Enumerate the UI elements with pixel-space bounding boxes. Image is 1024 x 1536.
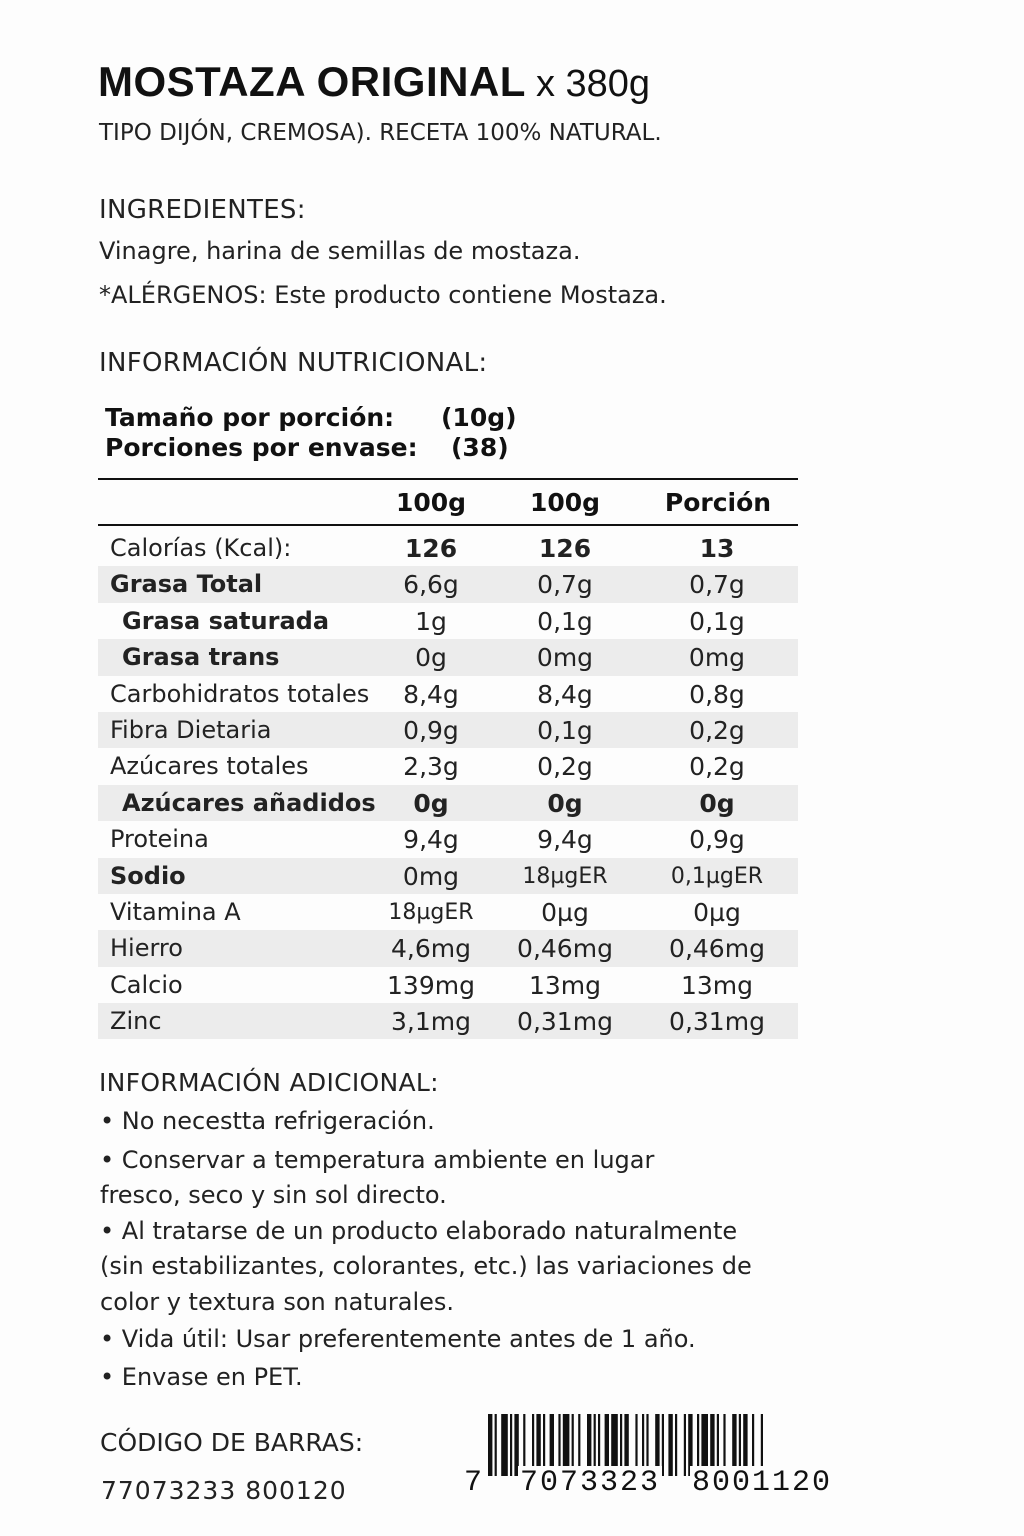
row-label: Azúcares añadidos bbox=[122, 788, 376, 817]
cell-value: 13mg bbox=[680, 970, 754, 1000]
additional-info-line: • Conservar a temperatura ambiente en lugar bbox=[100, 1146, 655, 1174]
row-label: Carbohidratos totales bbox=[110, 679, 370, 708]
cell-value: 9,4g bbox=[537, 825, 593, 855]
barcode-bar bbox=[495, 1414, 497, 1476]
table-row bbox=[98, 530, 798, 566]
row-label: Grasa Total bbox=[110, 570, 263, 599]
barcode-digit-group-right: 8001120 bbox=[692, 1466, 833, 1500]
cell-value: 0,31mg bbox=[517, 1007, 613, 1037]
table-row bbox=[98, 603, 798, 639]
table-row bbox=[98, 748, 798, 784]
row-label: Vitamina A bbox=[110, 897, 241, 926]
cell-value: 13 bbox=[699, 534, 735, 563]
additional-info-line: color y textura son naturales. bbox=[100, 1288, 455, 1316]
cell-value: 8,4g bbox=[537, 679, 593, 709]
row-label: Hierro bbox=[110, 934, 183, 963]
table-row bbox=[98, 967, 798, 1003]
barcode-digit-first: 7 bbox=[464, 1466, 485, 1500]
product-name: MOSTAZA ORIGINAL bbox=[98, 58, 526, 105]
cell-value: 0,1g bbox=[689, 606, 745, 636]
additional-info-heading: INFORMACIÓN ADICIONAL: bbox=[99, 1068, 439, 1097]
cell-value: 2,3g bbox=[403, 752, 459, 782]
cell-value: 0,2g bbox=[689, 715, 745, 745]
row-label: Calorías (Kcal): bbox=[110, 534, 292, 562]
table-row bbox=[98, 639, 798, 675]
barcode-bar bbox=[675, 1414, 677, 1476]
barcode-bar bbox=[668, 1414, 672, 1476]
barcode-graphic bbox=[462, 1414, 872, 1504]
cell-value: 126 bbox=[404, 534, 458, 563]
cell-value: 0,8g bbox=[689, 679, 745, 709]
allergen-line bbox=[99, 281, 667, 309]
product-weight: x 380g bbox=[535, 63, 651, 105]
ingredients-heading: INGREDIENTES: bbox=[99, 195, 306, 225]
column-header: Porción bbox=[664, 488, 772, 517]
cell-value: 0,9g bbox=[689, 825, 745, 855]
cell-value: 0g bbox=[547, 788, 583, 818]
additional-info-line: • Vida útil: Usar preferentemente antes de 1 año. bbox=[100, 1325, 696, 1353]
allergen-text: Este producto contiene Mostaza. bbox=[266, 281, 667, 309]
cell-value: 0,1g bbox=[537, 606, 593, 636]
row-label: Sodio bbox=[110, 861, 186, 890]
barcode-bar bbox=[510, 1414, 512, 1476]
table-row bbox=[98, 930, 798, 966]
serving-size-label: Tamaño por porción: bbox=[105, 403, 395, 432]
table-row bbox=[98, 676, 798, 712]
serving-size bbox=[105, 403, 517, 432]
cell-value: 4,6mg bbox=[391, 934, 471, 964]
table-row bbox=[98, 566, 798, 602]
cell-value: 3,1mg bbox=[391, 1007, 471, 1037]
servings-value: (38) bbox=[451, 433, 509, 462]
ingredients-text: Vinagre, harina de semillas de mostaza. bbox=[99, 237, 581, 265]
cell-value: 6,6g bbox=[403, 570, 459, 600]
cell-value: 0,31mg bbox=[669, 1007, 765, 1037]
cell-value: 0,1g bbox=[537, 715, 593, 745]
product-subtitle: TIPO DIJÓN, CREMOSA). RECETA 100% NATURAL. bbox=[99, 120, 662, 146]
additional-info-line: (sin estabilizantes, colorantes, etc.) las variaciones de bbox=[100, 1252, 752, 1280]
additional-info-line: • No necestta refrigeración. bbox=[100, 1107, 435, 1135]
cell-value: 0mg bbox=[402, 861, 460, 891]
cell-value: 0g bbox=[699, 788, 735, 818]
additional-info-line: • Al tratarse de un producto elaborado naturalmente bbox=[100, 1217, 738, 1245]
row-label: Calcio bbox=[110, 970, 183, 999]
column-header: 100g bbox=[529, 488, 601, 517]
column-header: 100g bbox=[395, 488, 467, 517]
cell-value: 0mg bbox=[688, 643, 746, 673]
row-label: Grasa trans bbox=[122, 643, 280, 672]
row-label: Fibra Dietaria bbox=[110, 715, 272, 744]
cell-value: 139mg bbox=[387, 970, 475, 1000]
table-row bbox=[98, 858, 798, 894]
table-row bbox=[98, 821, 798, 857]
cell-value: 18µgER bbox=[522, 863, 608, 889]
cell-value: 9,4g bbox=[403, 825, 459, 855]
cell-value: 18µgER bbox=[388, 899, 474, 925]
servings-per-container bbox=[105, 433, 509, 462]
cell-value: 0g bbox=[415, 643, 447, 673]
barcode-heading: CÓDIGO DE BARRAS: bbox=[100, 1428, 364, 1457]
table-row bbox=[98, 1003, 798, 1039]
cell-value: 0,7g bbox=[689, 570, 745, 600]
serving-size-value: (10g) bbox=[441, 403, 517, 432]
cell-value: 0,46mg bbox=[517, 934, 613, 964]
cell-value: 0g bbox=[413, 788, 449, 818]
row-label: Azúcares totales bbox=[110, 752, 309, 781]
table-row bbox=[98, 785, 798, 821]
cell-value: 0µg bbox=[541, 897, 589, 927]
allergen-label: *ALÉRGENOS: bbox=[99, 281, 267, 309]
barcode-number-text: 77073233 800120 bbox=[101, 1476, 347, 1505]
servings-label: Porciones por envase: bbox=[105, 433, 418, 462]
barcode-bar bbox=[501, 1414, 508, 1476]
nutrition-heading: INFORMACIÓN NUTRICIONAL: bbox=[99, 348, 488, 378]
row-label: Zinc bbox=[110, 1007, 162, 1036]
table-row bbox=[98, 894, 798, 930]
table-header bbox=[98, 480, 798, 524]
cell-value: 126 bbox=[538, 534, 592, 563]
barcode-bar bbox=[488, 1414, 492, 1476]
cell-value: 0,9g bbox=[403, 715, 459, 745]
cell-value: 0,7g bbox=[537, 570, 593, 600]
cell-value: 1g bbox=[415, 606, 447, 636]
nutrition-table bbox=[98, 478, 798, 1039]
row-label: Proteina bbox=[110, 825, 209, 854]
cell-value: 0,2g bbox=[537, 752, 593, 782]
cell-value: 13mg bbox=[528, 970, 602, 1000]
cell-value: 0,1µgER bbox=[670, 863, 764, 889]
cell-value: 0mg bbox=[536, 643, 594, 673]
cell-value: 0µg bbox=[693, 897, 741, 927]
cell-value: 0,2g bbox=[689, 752, 745, 782]
cell-value: 0,46mg bbox=[669, 934, 765, 964]
product-title bbox=[98, 58, 650, 106]
row-label: Grasa saturada bbox=[122, 606, 330, 635]
cell-value: 8,4g bbox=[403, 679, 459, 709]
additional-info-line: • Envase en PET. bbox=[100, 1363, 303, 1391]
table-row bbox=[98, 712, 798, 748]
barcode-bar bbox=[684, 1414, 686, 1476]
barcode-bar bbox=[662, 1414, 664, 1476]
additional-info-line: fresco, seco y sin sol directo. bbox=[100, 1181, 447, 1209]
barcode-digit-group-left: 7073323 bbox=[520, 1466, 661, 1500]
